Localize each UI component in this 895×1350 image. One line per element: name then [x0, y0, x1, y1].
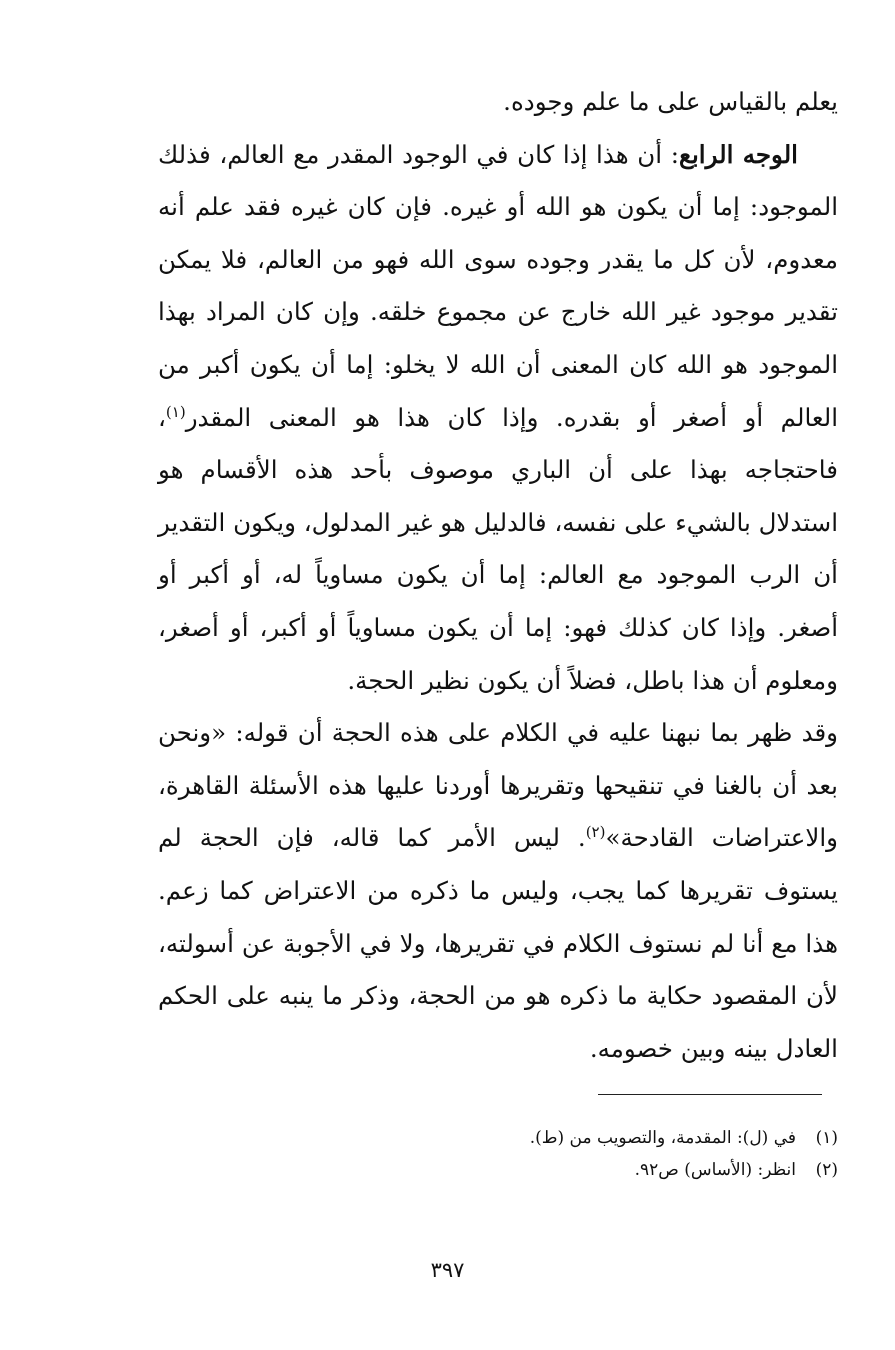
paragraph-2-text-a: : أن هذا إذا كان في الوجود المقدر مع العالم، فذلك الموجود: إما أن يكون هو الله أو غيره. فإن كان غيره فقد علم أنه معدوم، لأن كل ما يقدر وجوده سوى الله فهو من العالم، فلا يمكن تقدير موجود غير الله خارج عن مجموع خلقه. وإن كان المراد بهذا الموجود هو الله كان المعنى أن الله لا يخلو: إما أن يكون أكبر من العالم أو أصغر أو بقدره. وإذا كان هذا هو المعنى المقدر [158, 139, 838, 432]
footnote-divider [598, 1094, 822, 1095]
paragraph-3-text-b: . ليس الأمر كما قاله، فإن الحجة لم يستوف تقريرها كما يجب، وليس ما ذكره من الاعتراض كما زعم. هذا مع أنا لم نستوف الكلام في تقريرها، ولا في الأجوبة عن أسولته، لأن المقصود حكاية ما ذكره هو من الحجة، وذكر ما ينبه على الحكم العادل بينه وبين خصومه. [158, 823, 838, 1063]
paragraph-3-text-a: وقد ظهر بما نبهنا عليه في الكلام على هذه الحجة أن قوله: «ونحن بعد أن بالغنا في تنقيحها وتقريرها أوردنا عليها هذه الأسئلة القاهرة، والاعتراضات القادحة» [158, 718, 838, 853]
footnote-2 [158, 1154, 838, 1186]
footnote-1 [158, 1122, 838, 1154]
section-heading: الوجه الرابع [678, 139, 798, 169]
footnote-2-number: (٢) [815, 1160, 838, 1180]
paragraph-2-text-b: ، فاحتجاجه بهذا على أن الباري موصوف بأحد هذه الأقسام هو استدلال بالشيء على نفسه، فالدليل هو غير المدلول، ويكون التقدير أن الرب الموجود مع العالم: إما أن يكون مساوياً له، أو أكبر أو أصغر. وإذا كان كذلك فهو: إما أن يكون مساوياً أو أكبر، أو أصغر، ومعلوم أن هذا باطل، فضلاً أن يكون نظير الحجة. [158, 402, 838, 695]
paragraph-3 [158, 707, 838, 1075]
footnote-ref-1: (١) [165, 402, 186, 421]
main-text [158, 76, 838, 1075]
footnote-ref-2: (٢) [585, 823, 606, 842]
paragraph-1 [158, 76, 838, 129]
footnote-2-text: انظر: (الأساس) ص٩٢. [634, 1160, 796, 1180]
paragraph-1-text: يعلم بالقياس على ما علم وجوده. [503, 87, 838, 116]
page-number: ٣٩٧ [430, 1258, 465, 1282]
paragraph-2 [158, 129, 838, 708]
footnote-1-text: في (ل): المقدمة، والتصويب من (ط). [529, 1128, 796, 1148]
footnote-1-number: (١) [815, 1128, 838, 1148]
footnotes [158, 1122, 838, 1186]
